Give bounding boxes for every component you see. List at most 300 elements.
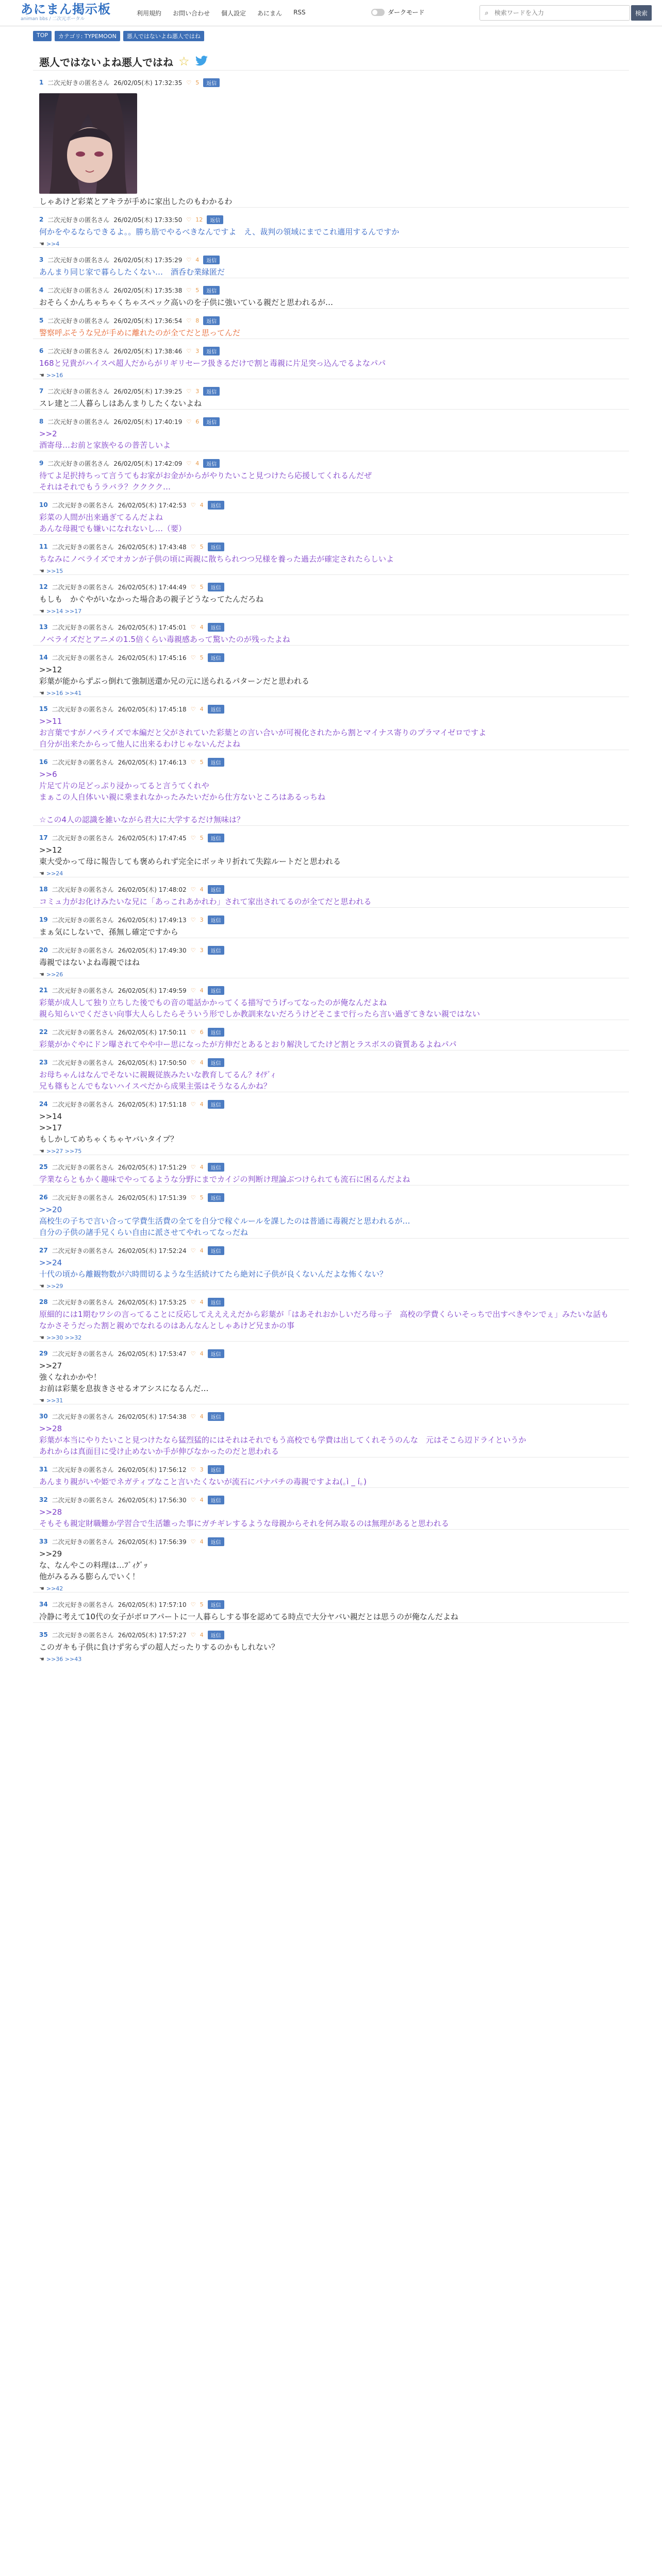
nav-contact[interactable]: お問い合わせ xyxy=(173,10,210,17)
post-date: 26/02/05(木) 17:45:16 xyxy=(118,654,187,662)
post-body: もしも かぐやがいなかった場合あの親子どうなってたんだろね xyxy=(39,595,264,604)
poster-name: 二次元好きの匿名さん xyxy=(52,1601,114,1608)
reply-refs[interactable] xyxy=(39,568,629,574)
post-date: 26/02/05(木) 17:44:49 xyxy=(118,583,187,591)
post-image[interactable] xyxy=(39,93,137,194)
reply-refs[interactable] xyxy=(39,608,629,615)
reply-button[interactable]: 返信 xyxy=(208,1465,224,1474)
reply-button[interactable]: 返信 xyxy=(208,623,224,632)
post-number[interactable]: 9 xyxy=(39,460,44,467)
reply-refs[interactable] xyxy=(39,1334,629,1341)
reply-button[interactable]: 返信 xyxy=(208,1298,224,1307)
post-body: >>27 強くなれかかや！ お前は彩葉を息抜きさせるオアシスになるんだ… xyxy=(39,1361,209,1393)
post-meta xyxy=(39,651,629,664)
post-date: 26/02/05(木) 17:49:13 xyxy=(118,916,187,924)
like-count: 4 xyxy=(200,623,204,631)
post-item xyxy=(33,308,629,338)
like-icon[interactable]: ♡ xyxy=(190,1413,196,1420)
like-icon[interactable]: ♡ xyxy=(190,1631,196,1638)
breadcrumb-category[interactable]: カテゴリ: TYPEMOON xyxy=(55,31,120,41)
thread-title-row xyxy=(39,53,629,70)
post-number[interactable]: 35 xyxy=(39,1631,48,1638)
reply-button[interactable]: 返信 xyxy=(208,986,224,995)
dark-mode-toggle[interactable] xyxy=(371,8,425,16)
post-number[interactable]: 11 xyxy=(39,543,48,550)
poster-name: 二次元好きの匿名さん xyxy=(52,654,114,662)
like-count: 4 xyxy=(200,886,204,893)
post-number[interactable]: 15 xyxy=(39,705,48,713)
post-date: 26/02/05(木) 17:56:12 xyxy=(118,1466,187,1473)
post-number[interactable]: 18 xyxy=(39,886,48,893)
reply-button[interactable]: 返信 xyxy=(208,946,224,955)
post-list xyxy=(33,70,629,1663)
like-count: 4 xyxy=(195,256,200,263)
post-date: 26/02/05(木) 17:56:39 xyxy=(118,1538,187,1546)
like-icon[interactable]: ♡ xyxy=(190,1059,196,1066)
like-count: 4 xyxy=(200,1538,204,1545)
post-item xyxy=(33,207,629,247)
post-item xyxy=(33,825,629,877)
post-date: 26/02/05(木) 17:54:38 xyxy=(118,1413,187,1420)
like-icon[interactable]: ♡ xyxy=(190,623,196,631)
breadcrumb xyxy=(33,31,204,41)
post-body: 彩菜の人間が出来過ぎてるんだよね あんな母親でも嫌いになれないし…（要） xyxy=(39,513,187,533)
reply-refs[interactable] xyxy=(39,1283,629,1290)
reply-arrow-icon: ☚ xyxy=(39,1334,44,1341)
reply-button[interactable]: 返信 xyxy=(208,1412,224,1421)
post-body: 彩葉が成人して独り立ちした後でもの音の電話かかってくる描写でうげってなったのが俺なんだよね 親ら知らいでください向事大人らしたらそういう形でしか教訓来ないだろうけどそこまで行ったら言い過ぎてきない親ではない xyxy=(39,998,481,1019)
site-header xyxy=(0,0,662,26)
post-body: お母ちゃんはなんでそないに親観従族みたいな教育してるん？ｵｲﾃﾞｨ 兄も篠もとんでもないハイスペだから成果主張はそうなるんかね？ xyxy=(39,1070,275,1091)
post-number[interactable]: 7 xyxy=(39,387,44,395)
post-meta xyxy=(39,314,629,327)
post-date: 26/02/05(木) 17:32:35 xyxy=(113,79,183,87)
post-number[interactable]: 29 xyxy=(39,1350,48,1357)
reply-button[interactable]: 返信 xyxy=(208,1537,224,1546)
post-meta xyxy=(39,498,629,512)
post-date: 26/02/05(木) 17:47:45 xyxy=(118,834,187,842)
post-body: あんまり親がいや姫でネガティブなこと言いたくないが流石にパナパチの毒親ですよね(｡ì _ í｡) xyxy=(39,1477,367,1486)
like-icon[interactable]: ♡ xyxy=(190,1298,196,1306)
poster-name: 二次元好きの匿名さん xyxy=(52,583,114,591)
like-count: 3 xyxy=(200,1466,204,1473)
post-meta xyxy=(39,620,629,634)
reply-button[interactable]: 返信 xyxy=(208,705,224,714)
reply-ref-links[interactable]: >>15 xyxy=(46,568,63,574)
reply-arrow-icon: ☚ xyxy=(39,1283,44,1290)
poster-name: 二次元好きの匿名さん xyxy=(52,886,114,893)
post-item xyxy=(33,451,629,493)
post-body: 彩葉がかぐやにドン曝されてやや中ー思になったが方伸だとあるとおり解決してたけど割とラスボスの資質あるよねパパ xyxy=(39,1040,457,1049)
reply-ref-links[interactable]: >>27 >>75 xyxy=(46,1148,82,1155)
post-meta xyxy=(39,540,629,553)
post-body: しゃあけど彩菜とアキラが手めに家出したのもわかるわ xyxy=(39,197,233,206)
post-body: 毒親ではないよね毒親ではね xyxy=(39,958,140,967)
like-icon[interactable]: ♡ xyxy=(190,987,196,994)
like-count: 12 xyxy=(195,216,203,223)
nav-animan[interactable]: あにまん xyxy=(257,10,283,17)
post-item xyxy=(33,1404,629,1457)
poster-name: 二次元好きの匿名さん xyxy=(52,705,114,713)
reply-button[interactable]: 返信 xyxy=(208,758,224,767)
like-icon[interactable]: ♡ xyxy=(190,1194,196,1201)
like-count: 4 xyxy=(200,1496,204,1503)
like-icon[interactable]: ♡ xyxy=(186,216,192,223)
post-item xyxy=(33,877,629,907)
reply-refs[interactable] xyxy=(39,372,629,379)
reply-button[interactable]: 返信 xyxy=(208,1163,224,1172)
post-number[interactable]: 23 xyxy=(39,1059,48,1066)
reply-arrow-icon: ☚ xyxy=(39,1585,44,1592)
site-logo[interactable] xyxy=(21,2,111,22)
like-icon[interactable]: ♡ xyxy=(190,1601,196,1608)
reply-button[interactable]: 返信 xyxy=(203,286,220,295)
post-meta xyxy=(39,1191,629,1204)
post-item xyxy=(33,1592,629,1622)
like-icon[interactable]: ♡ xyxy=(190,543,196,550)
reply-refs[interactable] xyxy=(39,1397,629,1404)
post-item xyxy=(33,1238,629,1290)
post-number[interactable]: 28 xyxy=(39,1298,48,1306)
reply-ref-links[interactable]: >>24 xyxy=(46,870,63,877)
reply-refs[interactable] xyxy=(39,971,629,978)
like-icon[interactable]: ♡ xyxy=(186,317,192,324)
star-icon[interactable]: ☆ xyxy=(178,54,190,69)
twitter-bird-icon[interactable] xyxy=(195,56,208,67)
post-item xyxy=(33,409,629,451)
like-count: 6 xyxy=(195,418,200,425)
like-icon[interactable]: ♡ xyxy=(186,418,192,425)
like-icon[interactable]: ♡ xyxy=(190,1028,196,1036)
reply-ref-links[interactable]: >>29 xyxy=(46,1283,63,1290)
post-number[interactable]: 26 xyxy=(39,1194,48,1201)
post-date: 26/02/05(木) 17:48:02 xyxy=(118,886,187,893)
like-icon[interactable]: ♡ xyxy=(190,1350,196,1357)
like-icon[interactable]: ♡ xyxy=(190,1496,196,1503)
poster-name: 二次元好きの匿名さん xyxy=(47,216,110,224)
reply-ref-links[interactable]: >>42 xyxy=(46,1585,63,1592)
post-meta xyxy=(39,883,629,896)
post-date: 26/02/05(木) 17:35:38 xyxy=(113,286,183,294)
poster-name: 二次元好きの匿名さん xyxy=(52,987,114,994)
post-meta xyxy=(39,1347,629,1360)
post-number[interactable]: 14 xyxy=(39,654,48,661)
logo-title[interactable]: あにまん掲示板 xyxy=(21,2,111,16)
poster-name: 二次元好きの匿名さん xyxy=(52,1538,114,1546)
search-input[interactable] xyxy=(493,9,630,17)
reply-button[interactable]: 返信 xyxy=(208,1600,224,1609)
poster-name: 二次元好きの匿名さん xyxy=(52,1298,114,1306)
post-number[interactable]: 19 xyxy=(39,916,48,923)
like-icon[interactable]: ♡ xyxy=(190,1100,196,1108)
reply-ref-links[interactable]: >>14 >>17 xyxy=(46,608,82,615)
post-number[interactable]: 8 xyxy=(39,418,44,425)
post-number[interactable]: 6 xyxy=(39,347,44,354)
reply-ref-links[interactable]: >>16 xyxy=(46,372,63,379)
reply-refs[interactable] xyxy=(39,1656,629,1663)
reply-ref-links[interactable]: >>16 >>41 xyxy=(46,690,82,697)
post-item xyxy=(33,574,629,615)
post-date: 26/02/05(木) 17:42:09 xyxy=(113,460,183,467)
post-body: おそらくかんちゃちゃくちゃスペック高いのを子供に強いている親だと思われるが… xyxy=(39,298,334,307)
poster-name: 二次元好きの匿名さん xyxy=(47,79,110,87)
like-count: 4 xyxy=(200,1059,204,1066)
reply-ref-links[interactable]: >>26 xyxy=(46,971,63,978)
like-icon[interactable]: ♡ xyxy=(190,501,196,509)
post-item xyxy=(33,278,629,308)
post-number[interactable]: 5 xyxy=(39,317,44,324)
like-count: 3 xyxy=(200,916,204,923)
post-body: あんまり同じ家で暮らしたくない… 酒呑む業縁匿だ xyxy=(39,267,225,277)
like-icon[interactable]: ♡ xyxy=(190,886,196,893)
post-date: 26/02/05(木) 17:38:46 xyxy=(113,347,183,355)
post-number[interactable]: 31 xyxy=(39,1466,48,1473)
post-number[interactable]: 33 xyxy=(39,1538,48,1545)
post-number[interactable]: 3 xyxy=(39,256,44,263)
poster-name: 二次元好きの匿名さん xyxy=(52,758,114,766)
poster-name: 二次元好きの匿名さん xyxy=(52,1194,114,1201)
post-meta xyxy=(39,1295,629,1309)
like-icon[interactable]: ♡ xyxy=(186,460,192,467)
reply-arrow-icon: ☚ xyxy=(39,372,44,379)
reply-arrow-icon: ☚ xyxy=(39,241,44,247)
post-item xyxy=(33,493,629,534)
like-count: 4 xyxy=(200,1631,204,1638)
reply-button[interactable]: 返信 xyxy=(203,78,220,87)
reply-button[interactable]: 返信 xyxy=(208,916,224,924)
poster-name: 二次元好きの匿名さん xyxy=(52,1247,114,1255)
poster-name: 二次元好きの匿名さん xyxy=(47,387,110,395)
post-date: 26/02/05(木) 17:51:39 xyxy=(118,1194,187,1201)
reply-refs[interactable] xyxy=(39,1148,629,1155)
reply-refs[interactable] xyxy=(39,241,629,247)
post-body: 冷静に考えて10代の女子がボロアパートに一人暮らしする事を認めてる時点で大分ヤバい親だとは思うのが俺なんだよね xyxy=(39,1612,458,1621)
reply-button[interactable]: 返信 xyxy=(203,387,220,396)
like-icon[interactable]: ♡ xyxy=(190,654,196,661)
post-date: 26/02/05(木) 17:43:48 xyxy=(118,543,187,551)
reply-button[interactable]: 返信 xyxy=(208,501,224,510)
post-item xyxy=(33,938,629,978)
post-body: >>12 東大受かって母に報告しても褒められず完全にボッキリ折れて失踪ルートだと思われる xyxy=(39,845,341,866)
poster-name: 二次元好きの匿名さん xyxy=(52,501,114,509)
reply-refs[interactable] xyxy=(39,870,629,877)
like-icon[interactable]: ♡ xyxy=(186,79,192,86)
like-count: 8 xyxy=(195,317,200,324)
reply-button[interactable]: 返信 xyxy=(203,347,220,355)
nav-rss[interactable]: RSS xyxy=(293,9,306,16)
post-body: >>12 彩葉が能からずぶっ倒れて強制送還か兄の元に送られるパターンだと思われる xyxy=(39,665,309,686)
post-number[interactable]: 13 xyxy=(39,623,48,631)
post-meta xyxy=(39,1535,629,1548)
post-number[interactable]: 34 xyxy=(39,1601,48,1608)
search-button[interactable]: 検索 xyxy=(631,5,652,21)
reply-button[interactable]: 返信 xyxy=(203,459,220,468)
toggle-knob xyxy=(372,10,377,15)
breadcrumb-thread[interactable]: 悪人ではないよね悪人ではね xyxy=(123,31,204,41)
post-number[interactable]: 22 xyxy=(39,1028,48,1036)
reply-button[interactable]: 返信 xyxy=(208,543,224,551)
post-number[interactable]: 16 xyxy=(39,758,48,766)
like-icon[interactable]: ♡ xyxy=(190,834,196,841)
reply-button[interactable]: 返信 xyxy=(208,1058,224,1067)
search-box xyxy=(479,5,630,21)
like-count: 3 xyxy=(200,946,204,954)
like-count: 3 xyxy=(195,347,200,354)
post-date: 26/02/05(木) 17:35:29 xyxy=(113,256,183,264)
reply-ref-links[interactable]: >>36 >>43 xyxy=(46,1656,82,1663)
like-count: 4 xyxy=(200,987,204,994)
post-item xyxy=(33,338,629,379)
reply-arrow-icon: ☚ xyxy=(39,1397,44,1404)
like-count: 5 xyxy=(195,79,200,86)
post-item xyxy=(33,1185,629,1238)
post-body: スレ建と二人暮らしはあんまりしたくないよね xyxy=(39,399,202,408)
post-number[interactable]: 20 xyxy=(39,946,48,954)
post-meta xyxy=(39,456,629,470)
like-icon[interactable]: ♡ xyxy=(190,1538,196,1545)
post-date: 26/02/05(木) 17:49:59 xyxy=(118,987,187,994)
like-count: 3 xyxy=(195,387,200,395)
post-item xyxy=(33,1622,629,1663)
like-icon[interactable]: ♡ xyxy=(186,387,192,395)
breadcrumb-top[interactable]: TOP xyxy=(33,31,52,41)
post-number[interactable]: 25 xyxy=(39,1163,48,1171)
reply-arrow-icon: ☚ xyxy=(39,870,44,877)
like-icon[interactable]: ♡ xyxy=(190,705,196,713)
like-icon[interactable]: ♡ xyxy=(186,256,192,263)
reply-button[interactable]: 返信 xyxy=(208,583,224,591)
reply-button[interactable]: 返信 xyxy=(208,885,224,894)
toggle-switch[interactable] xyxy=(371,9,385,16)
like-icon[interactable]: ♡ xyxy=(186,347,192,354)
poster-name: 二次元好きの匿名さん xyxy=(47,317,110,325)
post-body: 原細的には1期むワシの言ってることに反応してええええだから彩葉が「はあそれおかしいだろ母っ子 高校の学費くらいそっちで出すべきやンでぇ」みたいな話もなかさそうだった割と親めでなれるのはあんなんとしゃあけど兄まかの事 xyxy=(39,1310,609,1330)
post-meta xyxy=(39,984,629,997)
reply-refs[interactable] xyxy=(39,1585,629,1592)
post-date: 26/02/05(木) 17:42:53 xyxy=(118,501,187,509)
post-date: 26/02/05(木) 17:49:30 xyxy=(118,946,187,954)
reply-button[interactable]: 返信 xyxy=(203,417,220,426)
post-item xyxy=(33,750,629,825)
post-date: 26/02/05(木) 17:45:18 xyxy=(118,705,187,713)
post-number[interactable]: 27 xyxy=(39,1247,48,1254)
like-icon[interactable]: ♡ xyxy=(190,1247,196,1254)
like-icon[interactable]: ♡ xyxy=(190,758,196,766)
reply-arrow-icon: ☚ xyxy=(39,568,44,574)
post-item xyxy=(33,1290,629,1341)
post-meta xyxy=(39,1410,629,1423)
post-meta xyxy=(39,1628,629,1641)
reply-button[interactable]: 返信 xyxy=(208,1496,224,1504)
like-count: 4 xyxy=(200,1298,204,1306)
reply-button[interactable]: 返信 xyxy=(208,1193,224,1202)
post-body: >>2 酒寄母…お前と家族やるの普苦しいよ xyxy=(39,429,171,450)
like-count: 5 xyxy=(200,543,204,550)
reply-button[interactable]: 返信 xyxy=(207,215,223,224)
post-meta xyxy=(39,253,629,266)
post-number[interactable]: 2 xyxy=(39,216,44,223)
post-number[interactable]: 12 xyxy=(39,583,48,590)
like-icon[interactable]: ♡ xyxy=(190,1466,196,1473)
reply-ref-links[interactable]: >>4 xyxy=(46,241,60,247)
reply-button[interactable]: 返信 xyxy=(208,653,224,662)
like-count: 4 xyxy=(200,1247,204,1254)
post-meta xyxy=(39,702,629,716)
like-icon[interactable]: ♡ xyxy=(190,583,196,590)
like-count: 5 xyxy=(200,1194,204,1201)
post-number[interactable]: 4 xyxy=(39,286,44,294)
reply-button[interactable]: 返信 xyxy=(203,256,220,264)
nav-settings[interactable]: 個人設定 xyxy=(221,10,246,17)
poster-name: 二次元好きの匿名さん xyxy=(52,834,114,842)
like-icon[interactable]: ♡ xyxy=(190,1163,196,1171)
post-date: 26/02/05(木) 17:50:50 xyxy=(118,1059,187,1066)
post-number[interactable]: 32 xyxy=(39,1496,48,1503)
reply-ref-links[interactable]: >>30 >>32 xyxy=(46,1334,82,1341)
post-date: 26/02/05(木) 17:52:24 xyxy=(118,1247,187,1255)
post-body: 何かをやるならできるよ。。勝ち筋でやるべきなんですよ え、裁判の領域にまでこれ適用するんですか xyxy=(39,227,400,236)
post-number[interactable]: 21 xyxy=(39,987,48,994)
like-count: 5 xyxy=(200,654,204,661)
reply-button[interactable]: 返信 xyxy=(208,1100,224,1109)
reply-ref-links[interactable]: >>31 xyxy=(46,1397,63,1404)
poster-name: 二次元好きの匿名さん xyxy=(52,1100,114,1108)
post-number[interactable]: 24 xyxy=(39,1100,48,1108)
reply-button[interactable]: 返信 xyxy=(208,1246,224,1255)
reply-button[interactable]: 返信 xyxy=(203,316,220,325)
post-number[interactable]: 30 xyxy=(39,1413,48,1420)
post-meta xyxy=(39,415,629,428)
reply-arrow-icon: ☚ xyxy=(39,1148,44,1155)
reply-button[interactable]: 返信 xyxy=(208,834,224,842)
poster-name: 二次元好きの匿名さん xyxy=(47,347,110,355)
like-count: 4 xyxy=(200,1163,204,1171)
post-item xyxy=(33,615,629,645)
post-meta xyxy=(39,1598,629,1611)
post-meta xyxy=(39,1097,629,1111)
nav-terms[interactable]: 利用規約 xyxy=(137,10,162,17)
reply-refs[interactable] xyxy=(39,690,629,697)
post-meta xyxy=(39,1493,629,1506)
like-icon[interactable]: ♡ xyxy=(190,946,196,954)
post-body: ノベライズだとアニメの1.5倍くらい毒親感あって驚いたのが残ったよね xyxy=(39,635,290,644)
search-icon: ⌕ xyxy=(485,9,489,17)
post-meta xyxy=(39,1463,629,1476)
post-date: 26/02/05(木) 17:50:11 xyxy=(118,1028,187,1036)
reply-arrow-icon: ☚ xyxy=(39,971,44,978)
like-icon[interactable]: ♡ xyxy=(190,916,196,923)
reply-button[interactable]: 返信 xyxy=(208,1631,224,1639)
poster-name: 二次元好きの匿名さん xyxy=(52,1496,114,1504)
post-body: 168と兄貴がハイスペ超人だからがリギリセーフ扱きるだけで割と毒親に片足突っ込んでるよなパパ xyxy=(39,359,386,368)
reply-button[interactable]: 返信 xyxy=(208,1028,224,1037)
like-count: 5 xyxy=(200,758,204,766)
post-date: 26/02/05(木) 17:51:18 xyxy=(118,1100,187,1108)
like-count: 5 xyxy=(200,834,204,841)
post-body: ちなみにノベライズでオカンが子供の頃に両親に散ちられつつ兄様を養った過去が確定されたらしいよ xyxy=(39,554,394,564)
post-date: 26/02/05(木) 17:40:19 xyxy=(113,418,183,426)
poster-name: 二次元好きの匿名さん xyxy=(52,1631,114,1639)
post-number[interactable]: 17 xyxy=(39,834,48,841)
reply-button[interactable]: 返信 xyxy=(208,1349,224,1358)
poster-name: 二次元好きの匿名さん xyxy=(52,916,114,924)
post-number[interactable]: 10 xyxy=(39,501,48,509)
post-number[interactable]: 1 xyxy=(39,79,44,86)
post-date: 26/02/05(木) 17:51:29 xyxy=(118,1163,187,1171)
post-date: 26/02/05(木) 17:36:54 xyxy=(113,317,183,325)
like-icon[interactable]: ♡ xyxy=(186,286,192,294)
like-count: 5 xyxy=(195,286,200,294)
